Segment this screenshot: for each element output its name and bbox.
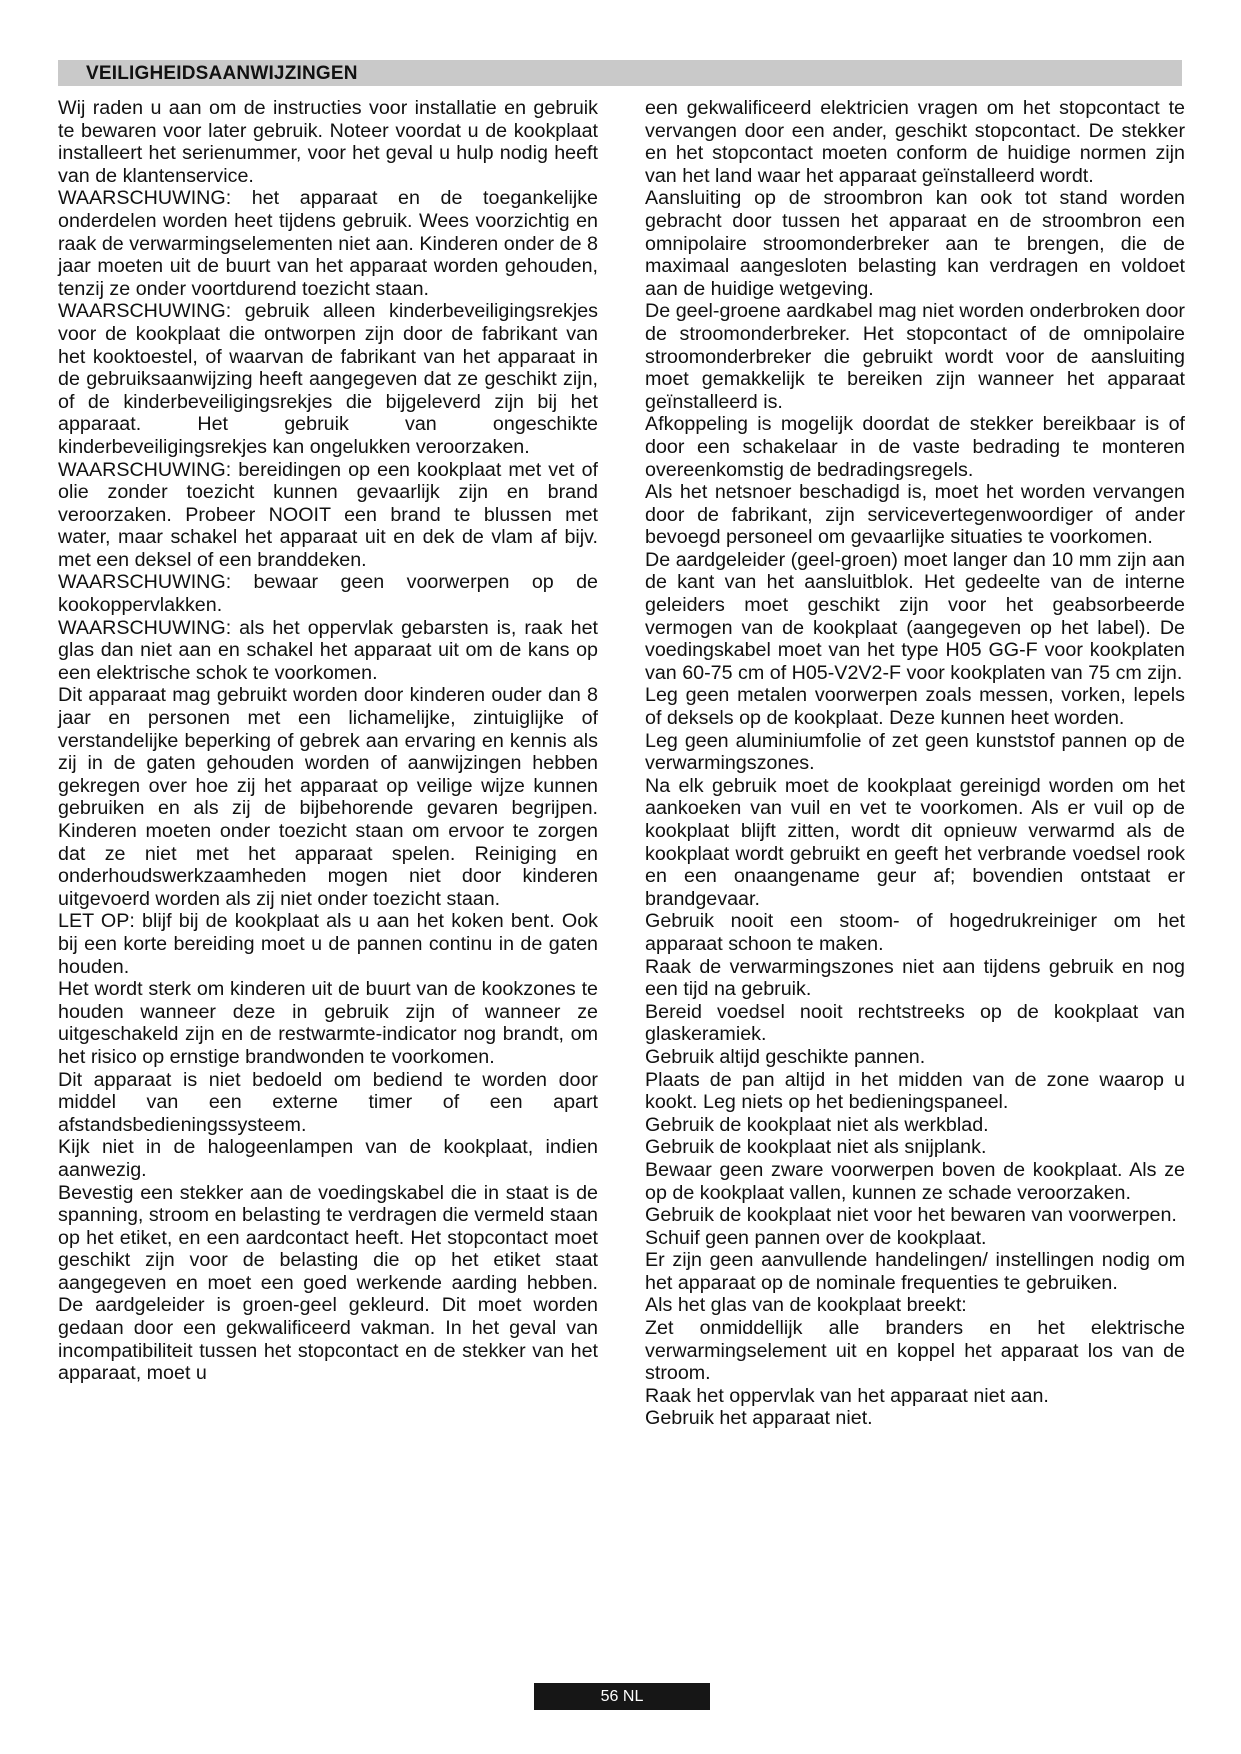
paragraph: Zet onmiddellijk alle branders en het elektrische verwarmingselement uit en koppel het apparaat los van de stroom. [645,1317,1185,1385]
paragraph: Gebruik de kookplaat niet voor het bewaren van voorwerpen. [645,1204,1177,1227]
paragraph: Gebruik de kookplaat niet als snijplank. [645,1136,987,1159]
paragraph: Schuif geen pannen over de kookplaat. [645,1226,987,1249]
paragraph: Er zijn geen aanvullende handelingen/ instellingen nodig om het apparaat op de nominale frequenties te gebruiken. [645,1249,1185,1294]
paragraph: De aardgeleider (geel-groen) moet langer dan 10 mm zijn aan de kant van het aansluitblok. Het gedeelte van de interne geleiders moet geschikt zijn voor het geabsorbeerde vermogen van de kookplaat (aangegeven op het label). De voedingskabel moet van het type H05 GG-F voor kookplaten van 60-75 cm of H05-V2V2-F voor kookplaten van 75 cm zijn. [645,548,1185,684]
paragraph: Bewaar geen zware voorwerpen boven de kookplaat. Als ze op de kookplaat vallen, kunnen ze schade veroorzaken. [645,1158,1185,1204]
paragraph: De geel-groene aardkabel mag niet worden onderbroken door de stroomonderbreker. Het stopcontact of de omnipolaire stroomonderbreker die gebruikt wordt voor de aansluiting moet gemakkelijk te bereiken zijn wanneer het apparaat geïnstalleerd is. [645,300,1185,413]
paragraph: WAARSCHUWING: bereidingen op een kookplaat met vet of olie zonder toezicht kunnen gevaarlijk zijn en brand veroorzaken. Probeer NOOIT een brand te blussen met water, maar schakel het apparaat uit en dek de vlam af bijv. met een deksel of een branddeken. [58,458,598,571]
paragraph: LET OP: blijf bij de kookplaat als u aan het koken bent. Ook bij een korte bereiding moet u de pannen continu in de gaten houden. [58,910,598,978]
paragraph: Dit apparaat is niet bedoeld om bediend te worden door middel van een externe timer of een apart afstandsbedieningssysteem. [58,1068,598,1136]
paragraph: Afkoppeling is mogelijk doordat de stekker bereikbaar is of door een schakelaar in de vaste bedrading te monteren overeenkomstig de bedradingsregels. [645,413,1185,481]
paragraph: Gebruik het apparaat niet. [645,1407,873,1430]
paragraph: Wij raden u aan om de instructies voor installatie en gebruik te bewaren voor later gebruik. Noteer voordat u de kookplaat installeert het serienummer, voor het geval u hulp nodig heeft van de klantenservice. [58,97,598,187]
paragraph: Raak het oppervlak van het apparaat niet aan. [645,1384,1049,1407]
paragraph: Leg geen metalen voorwerpen zoals messen, vorken, lepels of deksels op de kookplaat. Deze kunnen heet worden. [645,684,1185,730]
page-number-badge: 56 NL [534,1683,710,1710]
paragraph: Bereid voedsel nooit rechtstreeks op de kookplaat van glaskeramiek. [645,1000,1185,1046]
paragraph: WAARSCHUWING: gebruik alleen kinderbeveiligingsrekjes voor de kookplaat die ontworpen zijn door de fabrikant van het kooktoestel, of waarvan de fabrikant van het apparaat in de gebruiksaanwijzing heeft aangegeven dat ze geschikt zijn, of de kinderbeveiligingsrekjes die bijgeleverd zijn bij het apparaat. Het gebruik van ongeschikte kinderbeveiligingsrekjes kan ongelukken veroorzaken. [58,300,598,458]
paragraph: Raak de verwarmingszones niet aan tijdens gebruik en nog een tijd na gebruik. [645,955,1185,1001]
paragraph: Gebruik altijd geschikte pannen. [645,1045,926,1068]
paragraph: WAARSCHUWING: het apparaat en de toegankelijke onderdelen worden heet tijdens gebruik. Wees voorzichtig en raak de verwarmingselementen niet aan. Kinderen onder de 8 jaar moeten uit de buurt van het apparaat worden gehouden, tenzij ze onder voortdurend toezicht staan. [58,187,598,300]
paragraph: Gebruik nooit een stoom- of hogedrukreiniger om het apparaat schoon te maken. [645,910,1185,955]
section-header-bar [58,60,1182,86]
paragraph: Bevestig een stekker aan de voedingskabel die in staat is de spanning, stroom en belasting te verdragen die vermeld staan op het etiket, en een aardcontact heeft. Het stopcontact moet geschikt zijn voor de belasting die op het etiket staat aangegeven en moet een goed werkende aarding hebben. De aardgeleider is groen-geel gekleurd. Dit moet worden gedaan door een gekwalificeerd vakman. In het geval van incompatibiliteit tussen het stopcontact en de stekker van het apparaat, moet u [58,1181,598,1385]
paragraph: WAARSCHUWING: bewaar geen voorwerpen op de kookoppervlakken. [58,571,598,617]
paragraph: Plaats de pan altijd in het midden van de zone waarop u kookt. Leg niets op het bedieningspaneel. [645,1068,1185,1114]
paragraph: een gekwalificeerd elektricien vragen om het stopcontact te vervangen door een ander, geschikt stopcontact. De stekker en het stopcontact moeten conform de huidige normen zijn van het land waar het apparaat geïnstalleerd wordt. [645,97,1185,187]
paragraph: Kijk niet in de halogeenlampen van de kookplaat, indien aanwezig. [58,1136,598,1181]
paragraph: WAARSCHUWING: als het oppervlak gebarsten is, raak het glas dan niet aan en schakel het apparaat uit om de kans op een elektrische schok te voorkomen. [58,616,598,684]
paragraph: Aansluiting op de stroombron kan ook tot stand worden gebracht door tussen het apparaat en de stroombron een omnipolaire stroomonderbreker aan te brengen, die de maximaal aangesloten belasting kan verdragen en voldoet aan de huidige wetgeving. [645,187,1185,300]
paragraph: Na elk gebruik moet de kookplaat gereinigd worden om het aankoeken van vuil en vet te voorkomen. Als er vuil op de kookplaat blijft zitten, wordt dit opnieuw verwarmd als de kookplaat wordt gebruikt en geeft het verbrande voedsel rook en een onaangename geur af; bovendien ontstaat er brandgevaar. [645,774,1185,910]
right-text-column [645,97,1185,1430]
paragraph: Gebruik de kookplaat niet als werkblad. [645,1113,989,1136]
paragraph: Als het glas van de kookplaat breekt: [645,1294,967,1317]
paragraph: Als het netsnoer beschadigd is, moet het worden vervangen door de fabrikant, zijn servicevertegenwoordiger of ander bevoegd personeel om gevaarlijke situaties te voorkomen. [645,481,1185,549]
left-text-column [58,97,598,1385]
paragraph: Leg geen aluminiumfolie of zet geen kunststof pannen op de verwarmingszones. [645,729,1185,775]
paragraph: Dit apparaat mag gebruikt worden door kinderen ouder dan 8 jaar en personen met een lichamelijke, zintuiglijke of verstandelijke beperking of gebrek aan ervaring en kennis als zij in de gaten gehouden worden of aanwijzingen hebben gekregen over hoe zij het apparaat op veilige wijze kunnen gebruiken en als zij de bijbehorende gevaren begrijpen. Kinderen moeten onder toezicht staan om ervoor te zorgen dat ze niet met het apparaat spelen. Reiniging en onderhoudswerkzaamheden mogen niet door kinderen uitgevoerd worden als zij niet onder toezicht staan. [58,684,598,910]
paragraph: Het wordt sterk om kinderen uit de buurt van de kookzones te houden wanneer deze in gebruik zijn of wanneer ze uitgeschakeld zijn en de restwarmte-indicator nog brandt, om het risico op ernstige brandwonden te voorkomen. [58,978,598,1068]
section-title: VEILIGHEIDSAANWIJZINGEN [86,63,358,84]
